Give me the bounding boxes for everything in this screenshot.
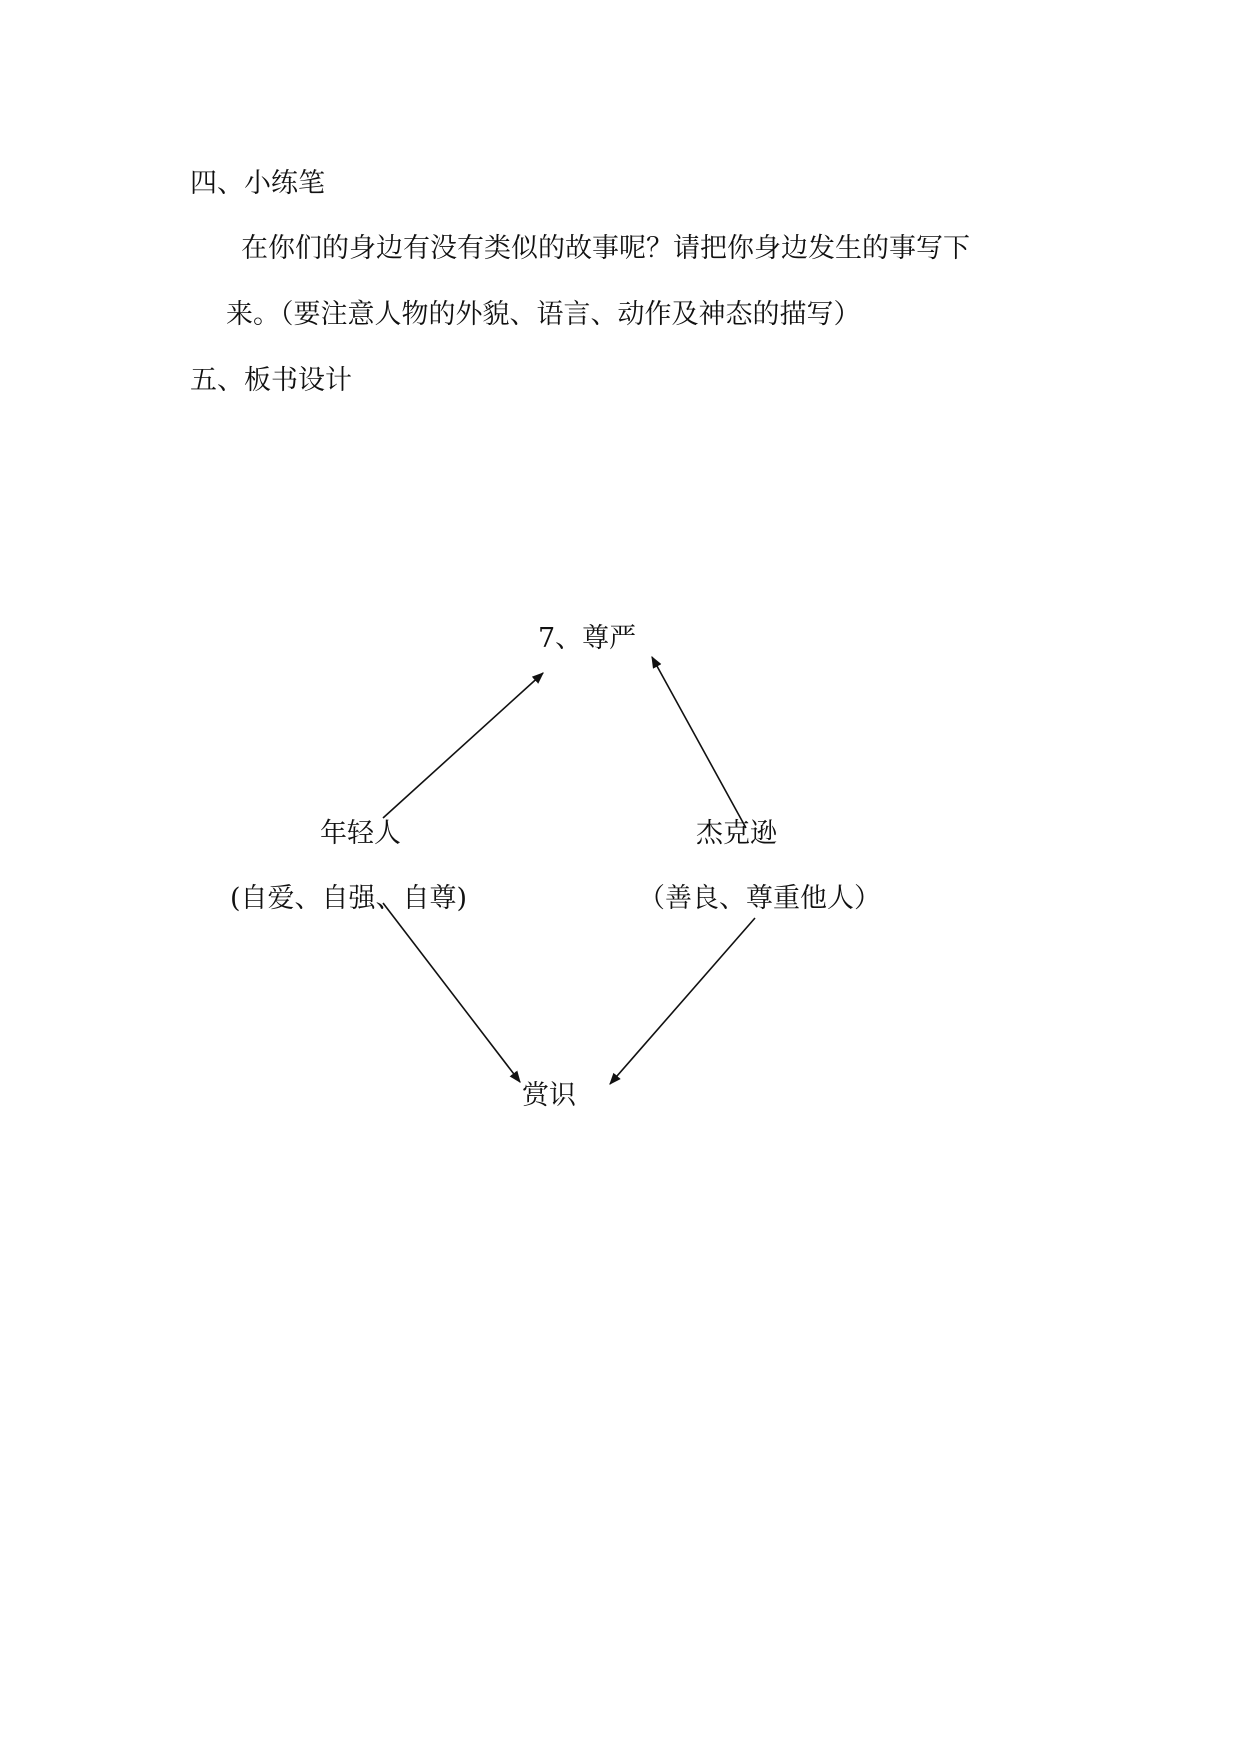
arrow-jackson-to-appreciation <box>610 918 755 1084</box>
arrow-jackson-to-dignity <box>652 657 746 828</box>
exercise-paragraph-line1: 在你们的身边有没有类似的故事呢？请把你身边发生的事写下 <box>241 233 970 264</box>
appreciation-label: 赏识 <box>522 1080 576 1111</box>
jackson-label: 杰克逊 <box>696 818 777 849</box>
arrow-young-to-appreciation <box>383 903 520 1082</box>
section-four-heading: 四、小练笔 <box>190 168 325 199</box>
diagram-title: 7、尊严 <box>538 623 637 654</box>
arrow-young-to-dignity <box>383 673 543 818</box>
exercise-paragraph-line2: 来。（要注意人物的外貌、语言、动作及神态的描写） <box>226 299 861 330</box>
section-five-heading: 五、板书设计 <box>190 365 352 396</box>
young-man-label: 年轻人 <box>320 818 401 849</box>
young-man-traits: (自爱、自强、自尊) <box>230 883 468 914</box>
jackson-traits: （善良、尊重他人） <box>638 883 881 914</box>
